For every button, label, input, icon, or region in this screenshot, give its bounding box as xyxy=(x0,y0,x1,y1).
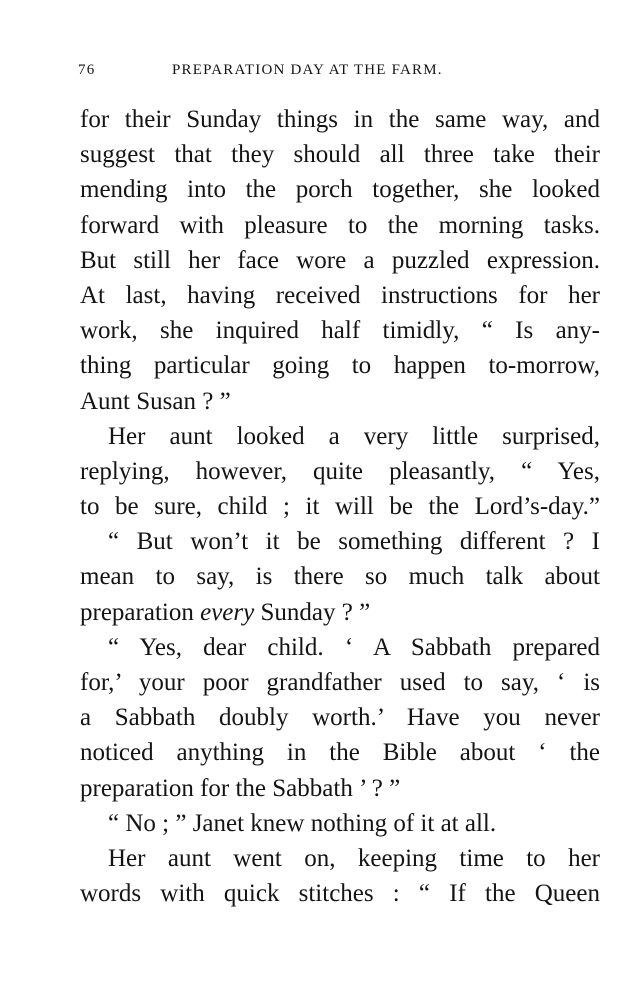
text-line: for,’ your poor grandfather used to say, ‘ is xyxy=(80,669,600,696)
text-line: “ Yes, dear child. ‘ A Sabbath prepared xyxy=(108,633,600,661)
text-line: thing particular going to happen to-morrow, xyxy=(80,352,600,380)
text-line: to be sure, child ; it will be the Lord’s-day.” xyxy=(80,493,600,521)
text-line: suggest that they should all three take their xyxy=(80,141,600,169)
running-title: PREPARATION DAY AT THE FARM. xyxy=(172,62,443,78)
text-line: preparation for the Sabbath ’ ? ” xyxy=(80,774,401,802)
emphasized-word: every xyxy=(200,598,255,626)
text-line: mean to say, is there so much talk about xyxy=(80,563,600,591)
text-line: forward with pleasure to the morning tasks. xyxy=(80,211,600,239)
text-line: words with quick stitches : “ If the Queen xyxy=(80,880,600,908)
text-line-with-emphasis xyxy=(80,595,600,630)
text-line: At last, having received instructions for her xyxy=(80,281,600,309)
text-line: “ But won’t it be something different ? I xyxy=(108,528,600,556)
text-line: “ No ; ” Janet knew nothing of it at all. xyxy=(108,809,497,837)
text-line: mending into the porch together, she looked xyxy=(80,176,600,204)
text-fragment: preparation xyxy=(80,598,201,626)
text-line: work, she inquired half timidly, “ Is any- xyxy=(80,317,600,345)
text-line: Aunt Susan ? ” xyxy=(80,387,231,415)
text-line: But still her face wore a puzzled expression. xyxy=(80,246,600,274)
text-line: replying, however, quite pleasantly, “ Yes, xyxy=(80,457,600,485)
text-fragment: Sunday ? ” xyxy=(254,598,371,626)
page-number: 76 xyxy=(78,62,96,78)
running-head xyxy=(78,62,600,84)
text-line: a Sabbath doubly worth.’ Have you never xyxy=(80,704,600,732)
text-line: noticed anything in the Bible about ‘ the xyxy=(80,739,600,767)
body-text xyxy=(80,102,600,911)
text-line: for their Sunday things in the same way, and xyxy=(80,106,600,133)
text-line: Her aunt went on, keeping time to her xyxy=(108,844,600,872)
text-line: Her aunt looked a very little surprised, xyxy=(108,422,600,450)
